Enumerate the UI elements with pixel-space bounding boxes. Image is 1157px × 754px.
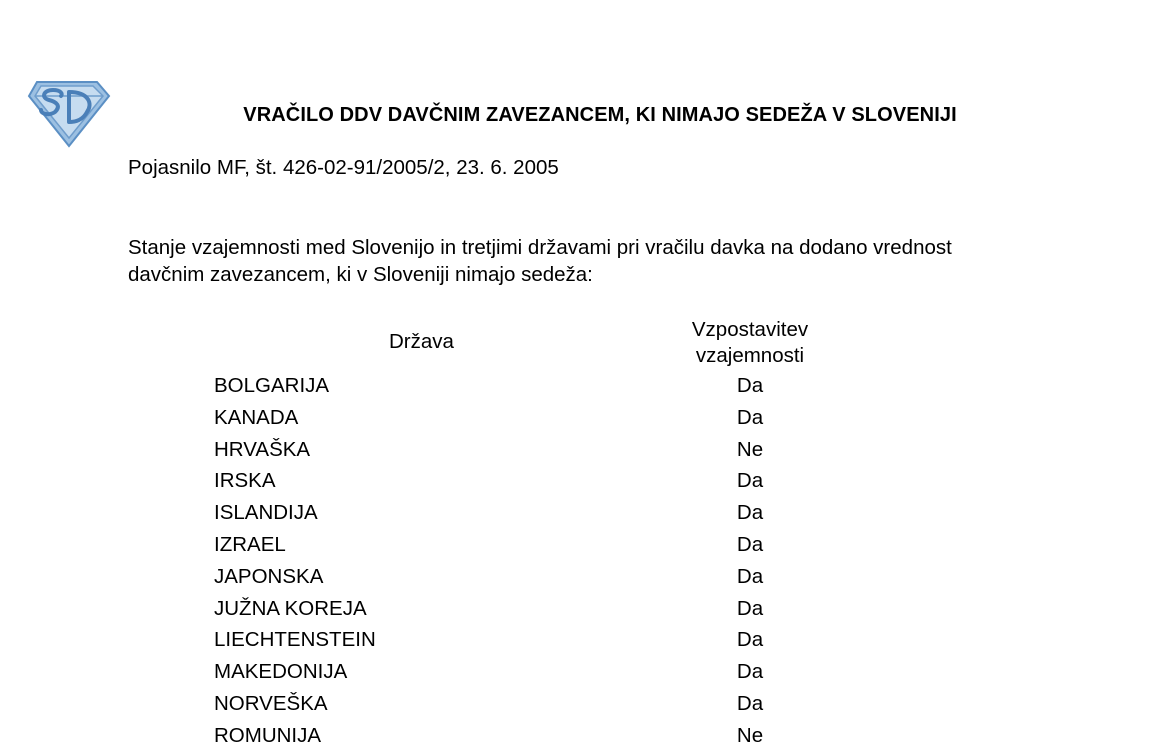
status-cell: Da xyxy=(736,596,764,620)
column-header-status xyxy=(650,317,850,369)
status-cell: Da xyxy=(736,374,764,397)
table-row xyxy=(0,499,1157,531)
table-row xyxy=(0,658,1157,690)
table-row xyxy=(0,626,1157,658)
status-cell: Da xyxy=(736,469,764,493)
country-cell: ROMUNIJA xyxy=(214,723,322,747)
document-subtitle: Pojasnilo MF, št. 426-02-91/2005/2, 23. 6. 2005 xyxy=(128,156,559,179)
intro-line-2: davčnim zavezancem, ki v Sloveniji nimajo sedeža: xyxy=(128,263,593,286)
country-cell: KANADA xyxy=(214,405,299,429)
country-cell: IRSKA xyxy=(214,469,276,493)
country-cell: MAKEDONIJA xyxy=(214,660,348,684)
column-header-status-line-2: vzajemnosti xyxy=(695,344,805,367)
country-cell: HRVAŠKA xyxy=(214,437,311,461)
table-row xyxy=(0,436,1157,468)
intro-paragraph xyxy=(128,234,1128,288)
status-cell: Da xyxy=(736,501,764,525)
status-cell: Da xyxy=(736,691,764,715)
status-cell: Ne xyxy=(736,437,764,461)
status-cell: Da xyxy=(736,660,764,684)
column-header-status-line-1: Vzpostavitev xyxy=(691,318,809,341)
table-row xyxy=(0,372,1157,404)
status-cell: Da xyxy=(736,628,764,652)
table-row xyxy=(0,595,1157,627)
country-cell: NORVEŠKA xyxy=(214,691,328,715)
reciprocity-table xyxy=(0,372,1157,754)
table-row xyxy=(0,404,1157,436)
table-row xyxy=(0,690,1157,722)
table-row xyxy=(0,467,1157,499)
document-title: VRAČILO DDV DAVČNIM ZAVEZANCEM, KI NIMAJO SEDEŽA V SLOVENIJI xyxy=(243,104,957,126)
column-header-country: Država xyxy=(389,330,454,353)
status-cell: Ne xyxy=(736,723,764,747)
table-row xyxy=(0,563,1157,595)
intro-line-1: Stanje vzajemnosti med Slovenijo in tretjimi državami pri vračilu davka na dodano vrednost xyxy=(128,236,952,259)
country-cell: ISLANDIJA xyxy=(214,501,318,525)
status-cell: Da xyxy=(736,564,764,588)
country-cell: JAPONSKA xyxy=(214,564,324,588)
country-cell: LIECHTENSTEIN xyxy=(214,628,376,652)
country-cell: BOLGARIJA xyxy=(214,374,330,397)
country-cell: JUŽNA KOREJA xyxy=(214,596,367,620)
status-cell: Da xyxy=(736,532,764,556)
table-row xyxy=(0,722,1157,754)
status-cell: Da xyxy=(736,405,764,429)
country-cell: IZRAEL xyxy=(214,532,286,556)
table-row xyxy=(0,531,1157,563)
